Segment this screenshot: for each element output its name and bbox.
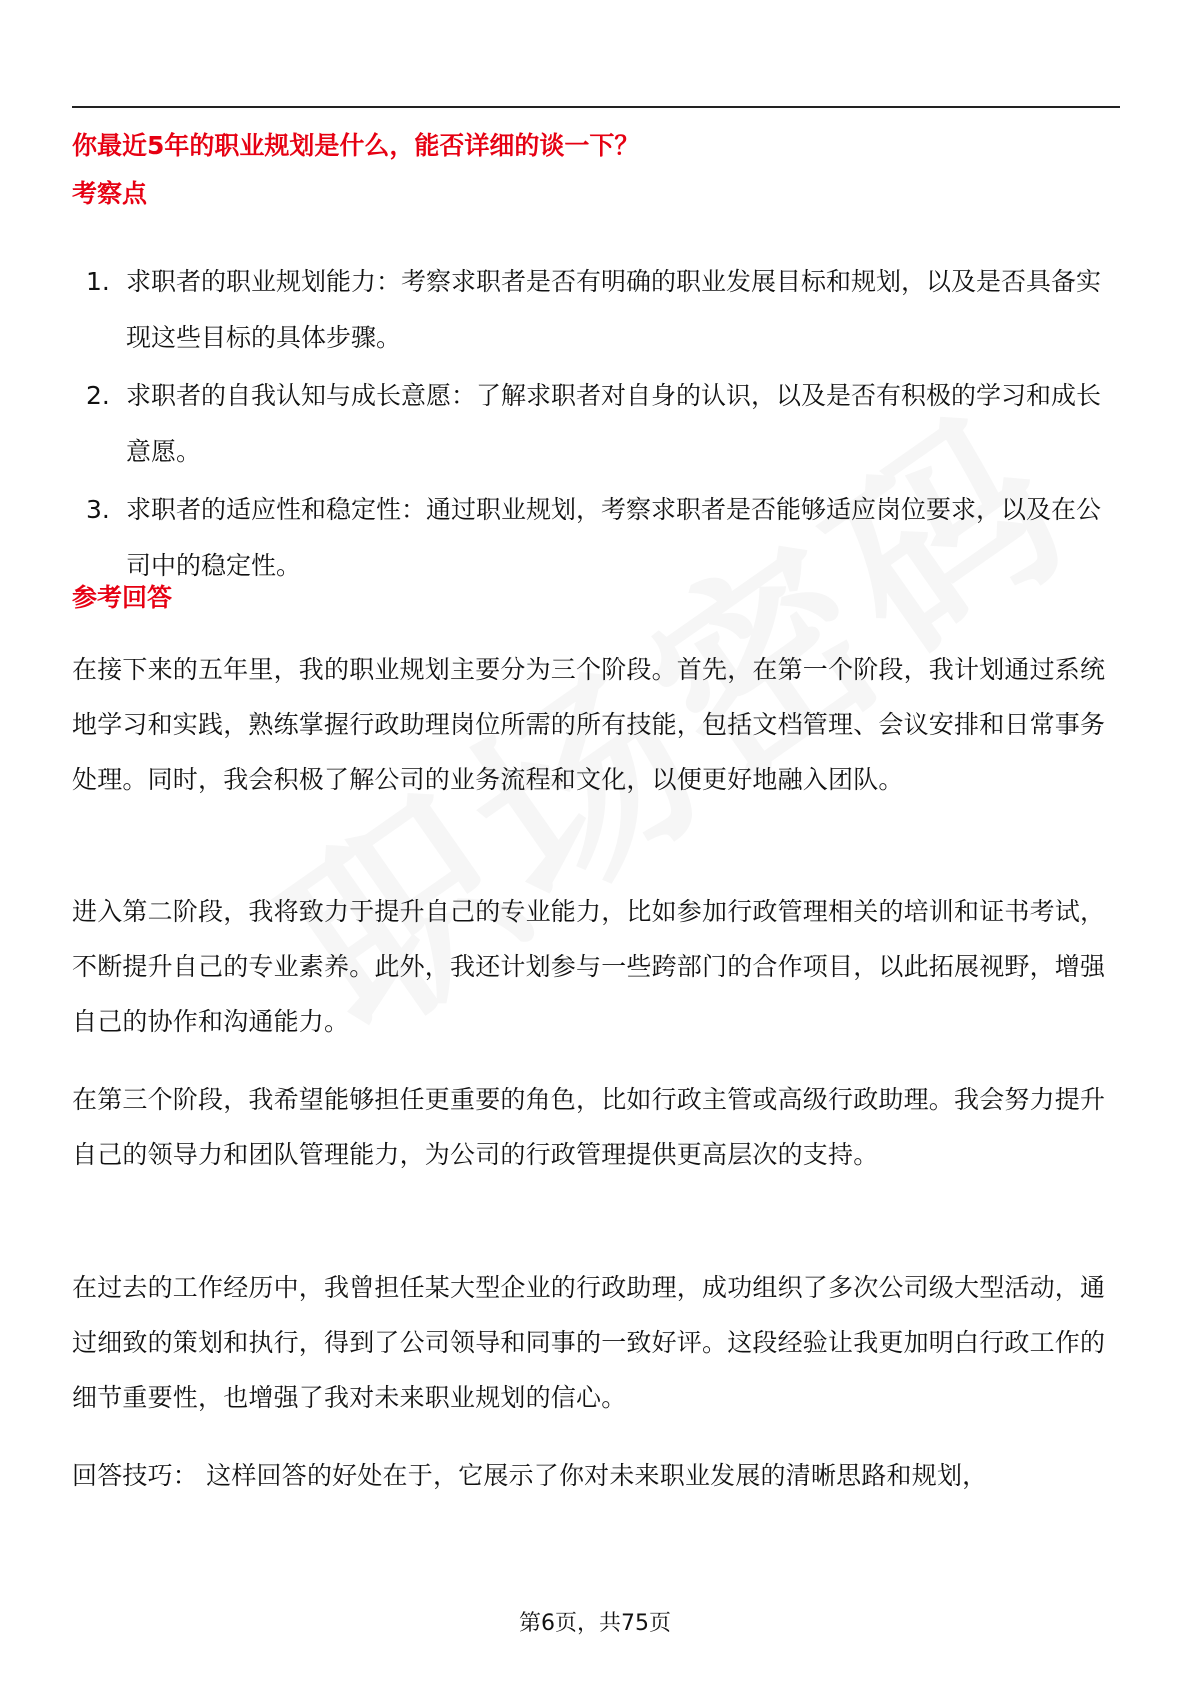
list-text: 求职者的适应性和稳定性：通过职业规划，考察求职者是否能够适应岗位要求，以及在公司中的稳定性。 [126,495,1102,580]
points-list [72,254,1120,596]
list-item [72,254,1120,366]
answer-tip-paragraph: 回答技巧： 这样回答的好处在于，它展示了你对未来职业发展的清晰思路和规划， [72,1461,988,1490]
list-item [72,482,1120,594]
list-item [72,368,1120,480]
page-number: 第6页，共75页 [519,1611,671,1636]
question-title: 你最近5年的职业规划是什么，能否详细的谈一下？ [72,131,640,160]
answer-paragraph: 在接下来的五年里，我的职业规划主要分为三个阶段。首先，在第一个阶段，我计划通过系统地学习和实践，熟练掌握行政助理岗位所需的所有技能，包括文档管理、会议安排和日常事务处理。同时，我会积极了解公司的业务流程和文化，以便更好地融入团队。 [72,655,1106,794]
list-number: 3. [86,495,110,524]
list-number: 1. [86,267,110,296]
points-heading: 考察点 [72,179,148,208]
list-number: 2. [86,381,110,410]
top-divider [72,106,1120,108]
answer-paragraph: 在过去的工作经历中，我曾担任某大型企业的行政助理，成功组织了多次公司级大型活动，通过细致的策划和执行，得到了公司领导和同事的一致好评。这段经验让我更加明白行政工作的细节重要性，也增强了我对未来职业规划的信心。 [72,1273,1106,1412]
answer-heading: 参考回答 [72,583,173,612]
answer-paragraph: 进入第二阶段，我将致力于提升自己的专业能力，比如参加行政管理相关的培训和证书考试，不断提升自己的专业素养。此外，我还计划参与一些跨部门的合作项目，以此拓展视野，增强自己的协作和沟通能力。 [72,897,1106,1036]
list-text: 求职者的职业规划能力：考察求职者是否有明确的职业发展目标和规划，以及是否具备实现这些目标的具体步骤。 [126,267,1102,352]
answer-paragraph: 在第三个阶段，我希望能够担任更重要的角色，比如行政主管或高级行政助理。我会努力提升自己的领导力和团队管理能力，为公司的行政管理提供更高层次的支持。 [72,1085,1106,1169]
list-text: 求职者的自我认知与成长意愿：了解求职者对自身的认识，以及是否有积极的学习和成长意愿。 [126,381,1102,466]
